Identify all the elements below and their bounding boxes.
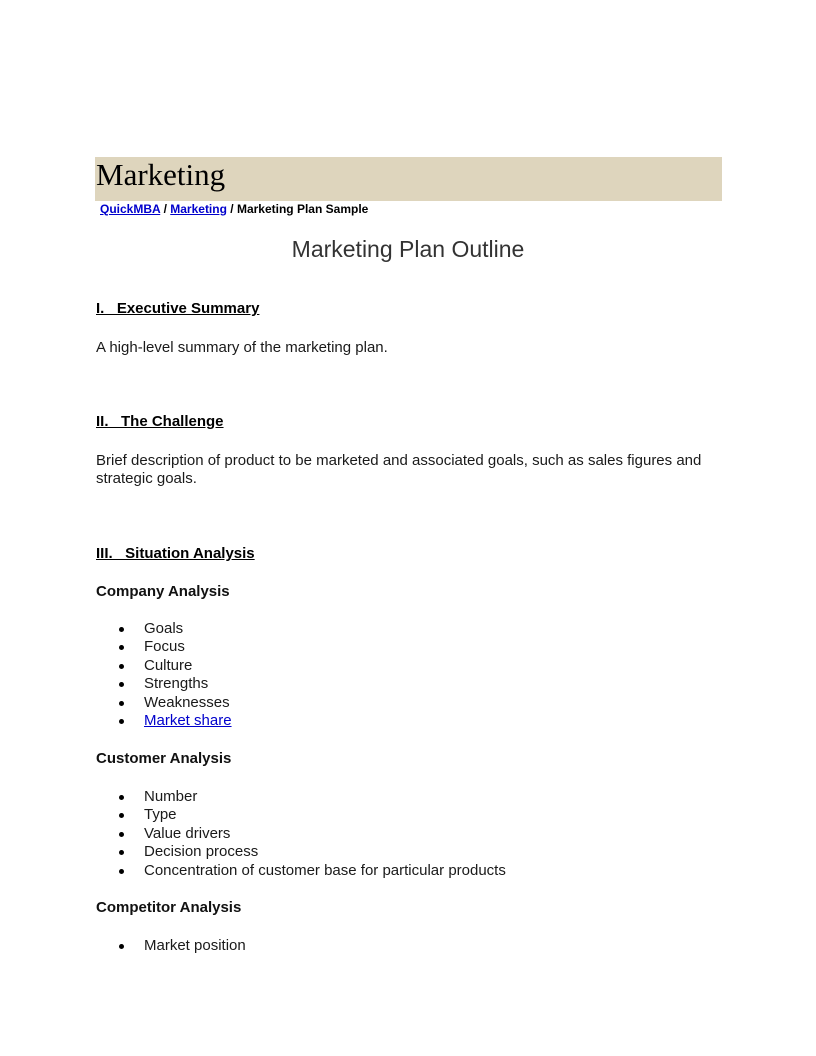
section-text-challenge: Brief description of product to be marketed and associated goals, such as sales figures and strategic goals.	[96, 452, 702, 487]
bullet-icon	[119, 869, 124, 874]
breadcrumb-link-marketing[interactable]: Marketing	[170, 202, 227, 216]
bullet-icon	[119, 664, 124, 669]
market-share-link[interactable]: Market share	[144, 712, 232, 730]
bullet-icon	[119, 645, 124, 650]
list-item: Type	[96, 806, 506, 824]
subheading-competitor-analysis: Competitor Analysis	[96, 899, 242, 916]
breadcrumb-separator: /	[160, 202, 171, 216]
document-title: Marketing Plan Outline	[291, 236, 525, 262]
subheading-company-analysis: Company Analysis	[96, 583, 230, 600]
bullet-icon	[119, 719, 124, 724]
subheading-customer-analysis: Customer Analysis	[96, 750, 232, 767]
bullet-icon	[119, 795, 124, 800]
breadcrumb-current: Marketing Plan Sample	[236, 202, 369, 216]
breadcrumb-separator: /	[226, 202, 237, 216]
bullet-icon	[119, 850, 124, 855]
list-item	[96, 712, 232, 730]
list-item: Market position	[96, 937, 246, 955]
header-banner	[95, 157, 722, 201]
list-item: Number	[96, 788, 506, 806]
bullet-icon	[119, 813, 124, 818]
list-item: Culture	[96, 657, 232, 675]
bullet-icon	[119, 701, 124, 706]
section-heading-executive-summary: I. Executive Summary	[96, 300, 260, 317]
list-item: Value drivers	[96, 825, 506, 843]
list-item: Focus	[96, 638, 232, 656]
section-heading-situation-analysis: III. Situation Analysis	[96, 545, 255, 562]
list-item: Decision process	[96, 843, 506, 861]
bullet-icon	[119, 832, 124, 837]
list-item: Goals	[96, 620, 232, 638]
list-competitor-analysis	[96, 937, 246, 955]
breadcrumb	[100, 200, 368, 218]
breadcrumb-link-quickmba[interactable]: QuickMBA	[100, 202, 161, 216]
section-heading-challenge: II. The Challenge	[96, 413, 224, 430]
banner-title: Marketing	[96, 157, 226, 192]
bullet-icon	[119, 682, 124, 687]
bullet-icon	[119, 627, 124, 632]
list-company-analysis	[96, 620, 232, 730]
list-item: Strengths	[96, 675, 232, 693]
bullet-icon	[119, 944, 124, 949]
list-item: Concentration of customer base for particular products	[96, 862, 506, 880]
section-text-executive-summary: A high-level summary of the marketing plan.	[96, 339, 388, 356]
list-customer-analysis	[96, 788, 506, 880]
list-item: Weaknesses	[96, 694, 232, 712]
